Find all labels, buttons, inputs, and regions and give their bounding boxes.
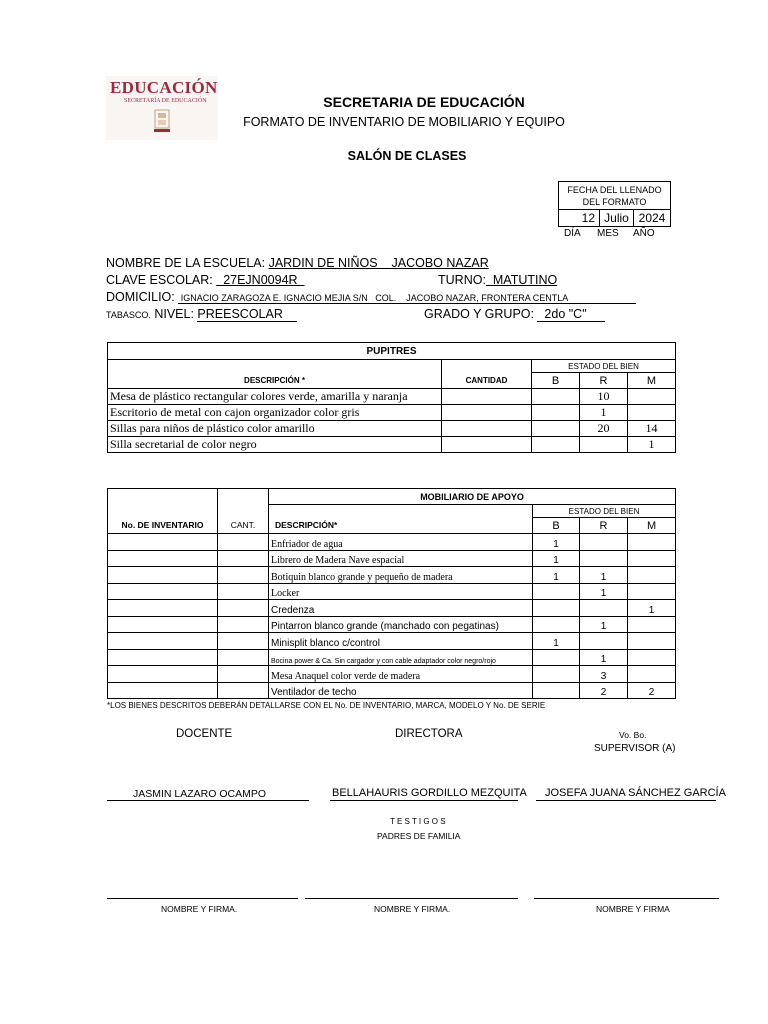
state-bad: 2	[628, 682, 676, 699]
level-line	[106, 307, 297, 322]
table-row	[108, 616, 676, 633]
inventory-number	[108, 550, 218, 567]
state-bad	[628, 666, 676, 683]
shift-value: MATUTINO	[485, 273, 558, 287]
pupitres-estado: ESTADO DEL BIEN	[532, 360, 676, 373]
logo-wordmark: EDUCACIÓN	[110, 78, 218, 97]
state-good	[532, 389, 580, 405]
directora-label: DIRECTORA	[395, 728, 463, 740]
table-row	[108, 567, 676, 584]
pupitres-col-m: M	[628, 373, 676, 389]
state-bad: 1	[628, 600, 676, 617]
item-description: Ventilador de techo	[269, 682, 533, 699]
apoyo-col-cant: CANT.	[218, 518, 269, 534]
state-good: 1	[533, 534, 580, 551]
pupitres-col-qty: CANTIDAD	[442, 373, 532, 389]
group-line	[424, 307, 605, 322]
state-bad	[628, 389, 676, 405]
apoyo-col-m: M	[628, 518, 676, 534]
inventory-number	[108, 583, 218, 600]
state-good	[533, 616, 580, 633]
inventory-number	[108, 616, 218, 633]
section-title: SALÓN DE CLASES	[347, 149, 467, 163]
pupitres-col-b: B	[532, 373, 580, 389]
item-quantity	[218, 649, 269, 666]
item-quantity	[218, 666, 269, 683]
table-row	[108, 633, 676, 650]
apoyo-estado: ESTADO DEL BIEN	[533, 505, 676, 518]
address-tail: TABASCO.	[106, 310, 151, 320]
school-key-label: CLAVE ESCOLAR:	[106, 273, 213, 287]
group-value: 2do "C"	[537, 307, 605, 322]
item-description: Mesa de plástico rectangular colores verde, amarilla y naranja	[108, 389, 442, 405]
state-good	[533, 600, 580, 617]
level-label: NIVEL:	[154, 307, 194, 321]
state-regular: 1	[580, 649, 628, 666]
state-regular: 1	[580, 583, 628, 600]
pupitres-title: PUPITRES	[108, 343, 676, 360]
state-bad	[628, 405, 676, 421]
table-row	[108, 649, 676, 666]
date-label-2: DEL FORMATO	[582, 196, 647, 207]
state-regular	[580, 437, 628, 453]
month-label: MES	[597, 228, 619, 239]
pupitres-col-r: R	[580, 373, 628, 389]
date-label-1: FECHA DEL LLENADO	[567, 184, 662, 195]
item-description: Minisplit blanco c/control	[269, 633, 533, 650]
apoyo-col-r: R	[580, 518, 628, 534]
supervisor-signature-line	[536, 800, 716, 801]
state-bad	[628, 633, 676, 650]
table-row	[108, 389, 676, 405]
state-regular	[580, 600, 628, 617]
apoyo-table	[107, 488, 676, 699]
footnote: *LOS BIENES DESCRITOS DEBERÁN DETALLARSE CON EL No. DE INVENTARIO, MARCA, MODELO Y No. DE SERIE	[107, 701, 546, 710]
item-quantity	[218, 550, 269, 567]
item-quantity	[442, 437, 532, 453]
item-quantity	[442, 389, 532, 405]
shift-line	[438, 273, 557, 287]
state-bad	[628, 583, 676, 600]
state-good	[533, 682, 580, 699]
date-year: 2024	[634, 210, 671, 227]
school-name-label: NOMBRE DE LA ESCUELA:	[106, 256, 266, 270]
inventory-number	[108, 666, 218, 683]
item-description: Sillas para niños de plástico color amarillo	[108, 421, 442, 437]
date-box	[558, 181, 671, 227]
item-quantity	[218, 633, 269, 650]
inventory-number	[108, 682, 218, 699]
supervisor-name: JOSEFA JUANA SÁNCHEZ GARCÍA	[545, 787, 726, 799]
item-description: Silla secretarial de color negro	[108, 437, 442, 453]
pupitres-col-desc: DESCRIPCIÓN *	[108, 373, 442, 389]
state-bad	[628, 616, 676, 633]
inventory-number	[108, 567, 218, 584]
item-quantity	[218, 600, 269, 617]
item-quantity	[442, 405, 532, 421]
state-bad: 14	[628, 421, 676, 437]
school-name-value: JARDIN DE NIÑOS JACOBO NAZAR	[268, 256, 489, 270]
apoyo-title: MOBILIARIO DE APOYO	[269, 489, 676, 505]
item-description: Locker	[269, 583, 533, 600]
document-subtitle: FORMATO DE INVENTARIO DE MOBILIARIO Y EQUIPO	[243, 115, 565, 129]
state-bad	[628, 649, 676, 666]
school-key-line	[106, 273, 305, 287]
state-regular	[580, 534, 628, 551]
table-row	[108, 437, 676, 453]
item-quantity	[218, 567, 269, 584]
apoyo-col-inv: No. DE INVENTARIO	[108, 518, 218, 534]
item-quantity	[218, 616, 269, 633]
pupitres-table	[107, 342, 676, 453]
state-regular: 1	[580, 567, 628, 584]
date-month: Julio	[600, 210, 634, 227]
state-good: 1	[533, 633, 580, 650]
table-row	[108, 583, 676, 600]
item-description: Librero de Madera Nave espacial	[269, 550, 533, 567]
item-quantity	[218, 682, 269, 699]
state-regular	[580, 633, 628, 650]
docente-name: JASMIN LAZARO OCAMPO	[133, 788, 267, 800]
date-day: 12	[559, 210, 600, 227]
inventory-number	[108, 534, 218, 551]
state-bad: 1	[628, 437, 676, 453]
witness-line-3	[534, 898, 719, 899]
directora-signature-line	[330, 800, 518, 801]
state-good	[533, 649, 580, 666]
item-description: Enfriador de agua	[269, 534, 533, 551]
address-value: IGNACIO ZARAGOZA E. IGNACIO MEJIA S/N COL. JACOBO NAZAR, FRONTERA CENTLA	[178, 293, 636, 304]
witness-line-2	[305, 898, 518, 899]
item-quantity	[218, 534, 269, 551]
item-description: Escritorio de metal con cajon organizador color gris	[108, 405, 442, 421]
day-label: DÍA	[564, 228, 581, 239]
group-label: GRADO Y GRUPO:	[424, 307, 534, 321]
item-description: Bocina power & Ca. Sin cargador y con cable adaptador color negro/rojo	[269, 649, 533, 666]
address-line	[106, 290, 636, 304]
padres-label: PADRES DE FAMILIA	[377, 831, 461, 841]
level-value: PREESCOLAR	[197, 307, 297, 322]
table-row	[108, 421, 676, 437]
firma-label-3: NOMBRE Y FIRMA	[596, 904, 670, 914]
table-row	[108, 600, 676, 617]
state-regular	[580, 550, 628, 567]
state-regular: 10	[580, 389, 628, 405]
logo-subtitle: SECRETARÍA DE EDUCACIÓN	[124, 98, 207, 104]
shift-label: TURNO:	[438, 273, 486, 287]
state-good: 1	[533, 550, 580, 567]
state-regular: 1	[580, 405, 628, 421]
item-description: Mesa Anaquel color verde de madera	[269, 666, 533, 683]
docente-signature-line	[107, 800, 309, 801]
state-good	[532, 421, 580, 437]
school-key-value: 27EJN0094R	[216, 273, 305, 287]
state-good	[532, 405, 580, 421]
testigos-label: T E S T I G O S	[390, 817, 446, 826]
item-quantity	[442, 421, 532, 437]
table-row	[108, 405, 676, 421]
item-quantity	[218, 583, 269, 600]
supervisor-label: SUPERVISOR (A)	[594, 743, 676, 754]
item-description: Credenza	[269, 600, 533, 617]
document-title: SECRETARIA DE EDUCACIÓN	[323, 94, 525, 110]
state-bad	[628, 550, 676, 567]
state-bad	[628, 567, 676, 584]
school-name-line	[106, 256, 489, 270]
item-description: Botiquin blanco grande y pequeño de madera	[269, 567, 533, 584]
state-regular: 2	[580, 682, 628, 699]
address-label: DOMICILIO:	[106, 290, 175, 304]
table-row	[108, 666, 676, 683]
state-regular: 1	[580, 616, 628, 633]
apoyo-col-b: B	[533, 518, 580, 534]
year-label: AÑO	[633, 228, 655, 239]
state-good	[532, 437, 580, 453]
apoyo-col-desc: DESCRIPCIÓN*	[269, 518, 533, 534]
inventory-number	[108, 649, 218, 666]
state-regular: 20	[580, 421, 628, 437]
vobo-label: Vo. Bo.	[619, 730, 647, 740]
table-row	[108, 550, 676, 567]
state-regular: 3	[580, 666, 628, 683]
table-row	[108, 534, 676, 551]
inventory-number	[108, 633, 218, 650]
item-description: Pintarron blanco grande (manchado con pegatinas)	[269, 616, 533, 633]
state-good: 1	[533, 567, 580, 584]
firma-label-1: NOMBRE Y FIRMA.	[161, 904, 238, 914]
table-row	[108, 682, 676, 699]
docente-label: DOCENTE	[176, 728, 233, 740]
directora-name: BELLAHAURIS GORDILLO MEZQUITA	[332, 787, 527, 799]
firma-label-2: NOMBRE Y FIRMA.	[374, 904, 451, 914]
witness-line-1	[107, 898, 298, 899]
state-good	[533, 583, 580, 600]
state-good	[533, 666, 580, 683]
inventory-number	[108, 600, 218, 617]
state-bad	[628, 534, 676, 551]
